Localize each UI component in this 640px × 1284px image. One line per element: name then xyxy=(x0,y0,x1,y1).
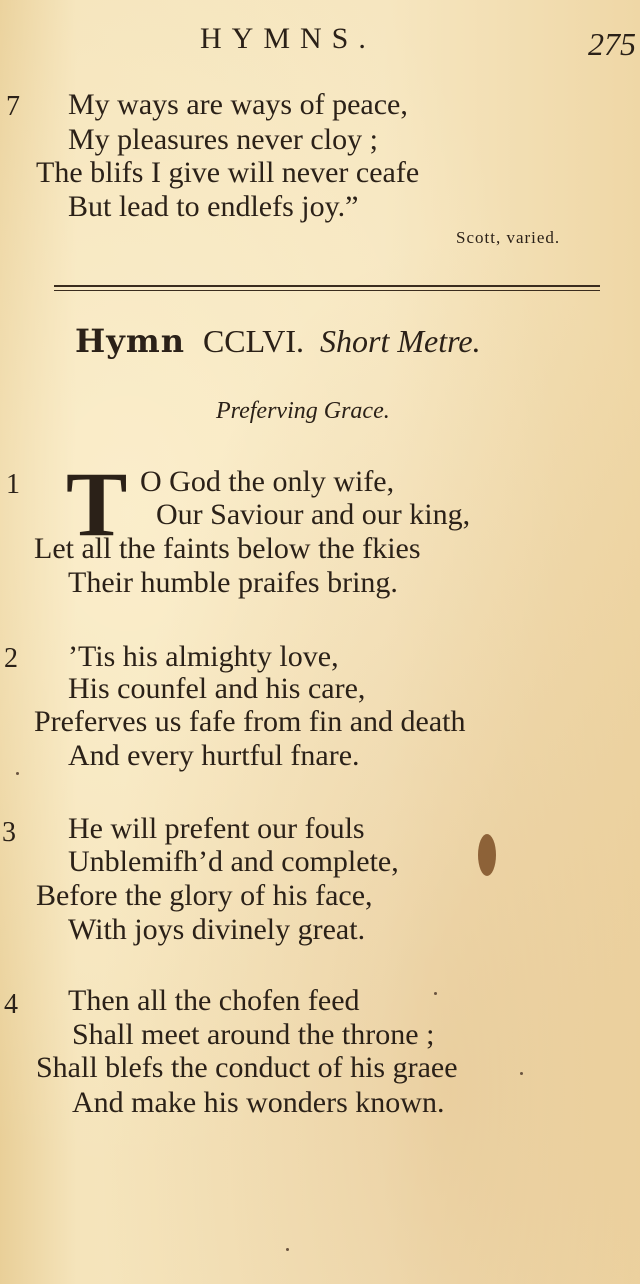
paper-speck xyxy=(286,1248,289,1251)
verse-line: Their humble praifes bring. xyxy=(68,566,398,599)
section-rule xyxy=(54,285,600,287)
hymn-label: Hymn xyxy=(75,322,185,360)
verse-number: 7 xyxy=(6,91,20,122)
verse-line: And every hurtful fnare. xyxy=(68,739,360,772)
verse-line: My pleasures never cloy ; xyxy=(68,123,378,156)
verse-line: Shall blefs the conduct of his graee xyxy=(36,1051,458,1084)
paper-speck xyxy=(520,1072,523,1075)
verse-line: O God the only wife, xyxy=(140,465,395,498)
verse-line: But lead to endlefs joy.” xyxy=(68,190,359,223)
hymn-metre: Short Metre. xyxy=(320,323,481,359)
running-head: HYMNS. xyxy=(200,22,376,55)
verse-line: Let all the faints below the fkies xyxy=(34,532,421,565)
verse-line: Shall meet around the throne ; xyxy=(72,1018,435,1051)
verse-line: He will prefent our fouls xyxy=(68,812,365,845)
verse-line: Our Saviour and our king, xyxy=(156,498,471,531)
hymn-title xyxy=(75,322,481,360)
verse-line: Then all the chofen feed xyxy=(68,984,360,1017)
hymn-subtitle: Preferving Grace. xyxy=(216,398,390,424)
paper-speck xyxy=(434,992,437,995)
verse-number: 3 xyxy=(2,817,16,848)
verse-line: His counfel and his care, xyxy=(68,672,366,705)
page-number: 275 xyxy=(588,26,636,62)
page-header xyxy=(0,22,640,62)
attribution: Scott, varied. xyxy=(456,228,561,247)
verse-number: 1 xyxy=(6,469,20,500)
section-rule-thin xyxy=(54,290,600,291)
verse-line: And make his wonders known. xyxy=(72,1086,445,1119)
verse-number: 4 xyxy=(4,989,18,1020)
verse-line: Unblemifh’d and complete, xyxy=(68,845,399,878)
paper-stain xyxy=(478,834,496,876)
paper-speck xyxy=(16,772,19,775)
hymn-number: CCLVI. xyxy=(202,323,305,359)
verse-line: With joys divinely great. xyxy=(68,913,366,946)
verse-line: ’Tis his almighty love, xyxy=(68,640,339,673)
verse-line: The blifs I give will never ceafe xyxy=(36,156,420,189)
verse-line: Before the glory of his face, xyxy=(36,879,373,912)
verse-number: 2 xyxy=(4,643,18,674)
drop-cap: T xyxy=(66,453,128,555)
verse-line: Preferves us fafe from fin and death xyxy=(34,705,466,738)
verse-line: My ways are ways of peace, xyxy=(68,88,408,121)
